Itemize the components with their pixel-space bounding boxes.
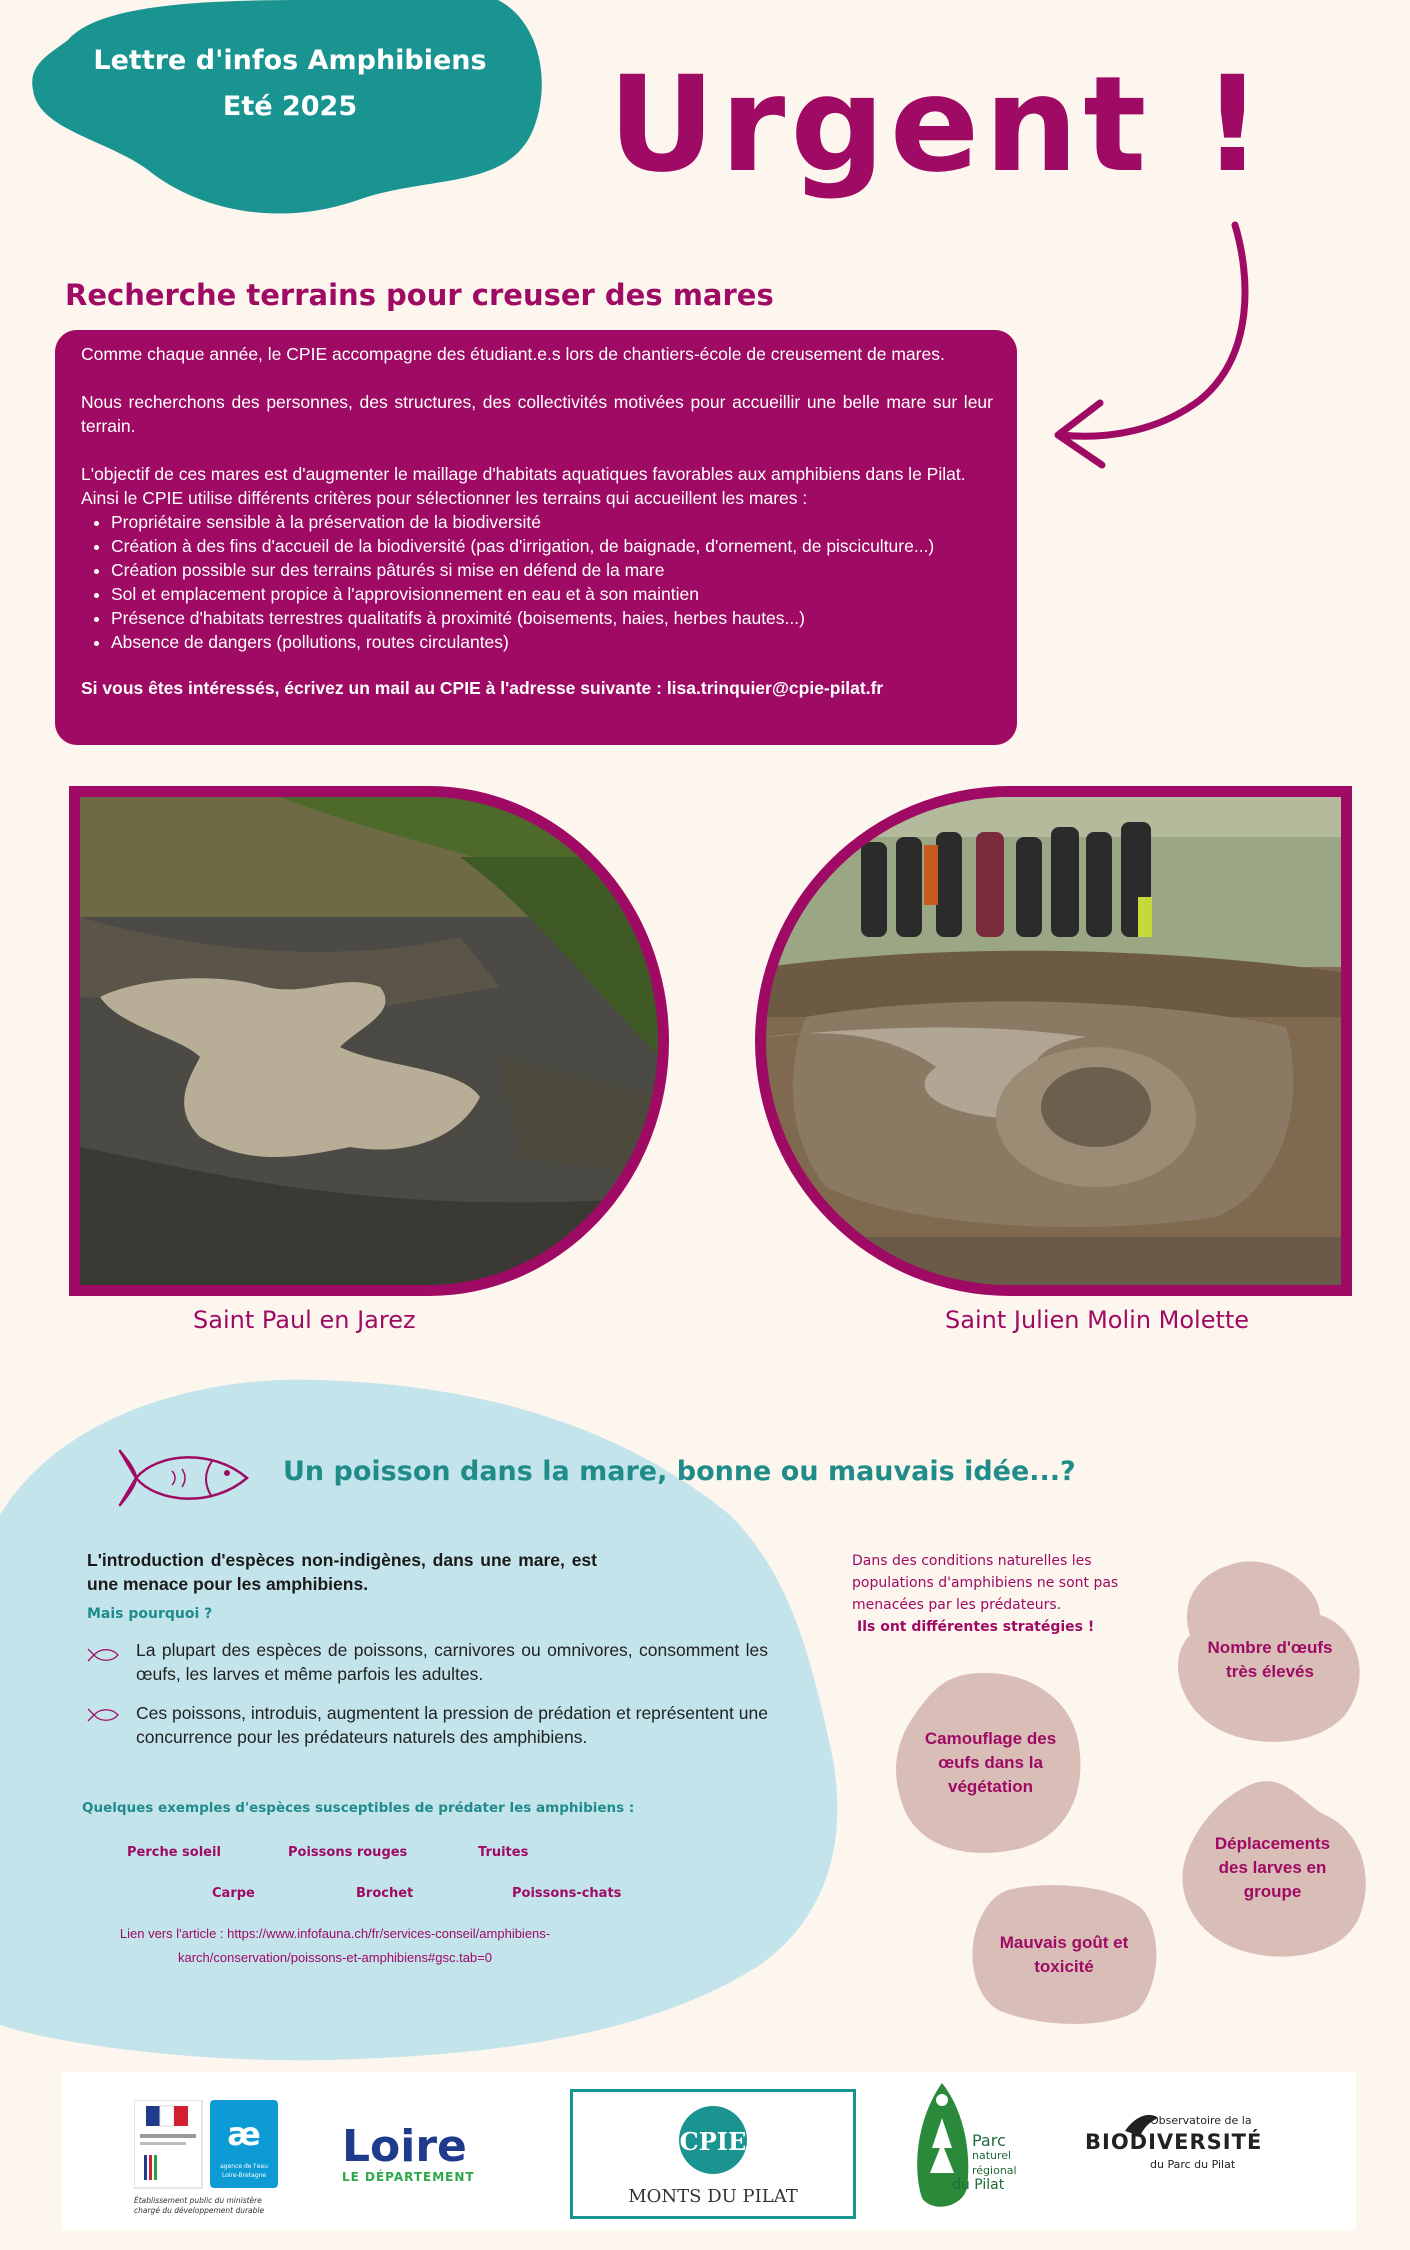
parc-line: du Pilat — [952, 2177, 1005, 2193]
strategy-blob — [968, 1885, 1160, 2025]
examples-title: Quelques exemples d'espèces susceptibles de prédater les amphibiens : — [82, 1800, 635, 1816]
natural-strong: Ils ont différentes stratégies ! — [857, 1619, 1095, 1635]
species-label: Perche soleil — [127, 1845, 221, 1860]
natural-text: Dans des conditions naturelles les populations d'amphibiens ne sont pas menacées par les prédateurs. — [852, 1553, 1119, 1613]
species-label: Brochet — [356, 1886, 414, 1901]
species-label: Truites — [478, 1845, 529, 1860]
fish-icon — [112, 1443, 252, 1513]
obs-line: BIODIVERSITÉ — [1085, 2130, 1263, 2154]
observatoire-logo — [1080, 2114, 1280, 2194]
newsletter-header — [40, 38, 540, 130]
strategy-label: Mauvais goût et toxicité — [999, 1933, 1129, 1976]
obs-line: du Parc du Pilat — [1150, 2158, 1236, 2171]
loire-name: Loire — [342, 2121, 467, 2172]
strategy-label: Déplacements des larves en groupe — [1214, 1833, 1331, 1901]
contact-line: Si vous êtes intéressés, écrivez un mail au CPIE à l'adresse suivante : lisa.trinquier@cpie-pilat.fr — [81, 678, 884, 698]
pond-photo-right — [766, 797, 1341, 1285]
photo-saint-julien-frame — [755, 786, 1352, 1296]
ae-name-text: agence de l'eau — [220, 2163, 268, 2170]
info-box — [55, 330, 1017, 745]
parc-line: régional — [972, 2164, 1017, 2177]
parc-line: naturel — [972, 2149, 1012, 2162]
urgent-title: Urgent ! — [608, 48, 1268, 202]
parc-pilat-logo — [912, 2078, 1022, 2223]
obs-line: Observatoire de la — [1150, 2114, 1252, 2127]
criteria-list — [111, 510, 993, 654]
article-link[interactable]: Lien vers l'article : https://www.infofauna.ch/fr/services-conseil/amphibiens-karch/conservation/poissons-et-amphibiens#gsc.tab=0 — [119, 1926, 551, 1965]
info-paragraph: Nous recherchons des personnes, des structures, des collectivités motivées pour accueillir une belle mare sur leur terrain. — [81, 392, 993, 436]
criteria-item: • Sol et emplacement propice à l'approvisionnement en eau et à son maintien — [111, 582, 993, 606]
newsletter-title: Lettre d'infos Amphibiens — [93, 45, 487, 76]
fish-intro: L'introduction d'espèces non-indigènes, dans une mare, est une menace pour les amphibiens. — [87, 1550, 597, 1594]
ae-caption: Établissement public du ministère chargé du développement durable — [134, 2196, 265, 2215]
svg-text:æ: æ — [227, 2115, 261, 2153]
loire-sub: LE DÉPARTEMENT — [342, 2170, 475, 2184]
info-paragraph: L'objectif de ces mares est d'augmenter le maillage d'habitats aquatiques favorables aux amphibiens dans le Pilat. — [81, 464, 966, 484]
criteria-item: • Création possible sur des terrains pâturés si mise en défend de la mare — [111, 558, 993, 582]
criteria-item: • Création à des fins d'accueil de la biodiversité (pas d'irrigation, de baignade, d'ornement, de pisciculture...) — [111, 534, 993, 558]
criteria-item: • Présence d'habitats terrestres qualitatifs à proximité (boisements, haies, herbes hautes...) — [111, 606, 993, 630]
photo-saint-paul-frame — [69, 786, 669, 1296]
mais-pourquoi: Mais pourquoi ? — [87, 1606, 213, 1622]
strategy-label: Camouflage des œufs dans la végétation — [924, 1728, 1057, 1796]
criteria-item: • Absence de dangers (pollutions, routes circulantes) — [111, 630, 993, 654]
section-title: Recherche terrains pour creuser des mares — [65, 278, 774, 312]
species-label: Poissons rouges — [288, 1845, 408, 1860]
strategy-blob — [893, 1670, 1088, 1855]
partner-logos — [62, 2072, 1356, 2230]
fish-bullet-icon — [86, 1647, 120, 1663]
criteria-item: • Propriétaire sensible à la préservation de la biodiversité — [111, 510, 993, 534]
parc-line: Parc — [972, 2131, 1006, 2150]
strategy-blob — [1175, 1775, 1370, 1960]
fish-bullet: Ces poissons, introduis, augmentent la pression de prédation et représentent une concurrence pour les prédateurs naturels des amphibiens. — [136, 1703, 768, 1747]
info-paragraph: Comme chaque année, le CPIE accompagne des étudiant.e.s lors de chantiers-école de creusement de mares. — [81, 344, 945, 364]
strategy-blob — [1170, 1555, 1370, 1745]
caption-saint-julien: Saint Julien Molin Molette — [945, 1306, 1250, 1334]
species-label: Carpe — [212, 1886, 255, 1901]
newsletter-season: Eté 2025 — [222, 91, 358, 122]
pond-photo-left — [80, 797, 658, 1285]
cpie-logo — [570, 2089, 856, 2219]
arrow-icon — [1040, 215, 1280, 480]
cpie-name: CPIE — [679, 2127, 747, 2156]
svg-text:Loire-Bretagne: Loire-Bretagne — [221, 2172, 267, 2179]
natural-conditions — [852, 1550, 1172, 1638]
species-label: Poissons-chats — [512, 1886, 622, 1901]
info-paragraph: Ainsi le CPIE utilise différents critères pour sélectionner les terrains qui accueillent les mares : — [81, 488, 808, 508]
agence-eau-logo — [134, 2100, 284, 2215]
loire-logo — [342, 2121, 502, 2194]
fish-bullet-icon — [86, 1707, 120, 1723]
fish-bullet: La plupart des espèces de poissons, carnivores ou omnivores, consomment les œufs, les larves et même parfois les adultes. — [136, 1640, 768, 1684]
fish-section-title: Un poisson dans la mare, bonne ou mauvais idée...? — [283, 1456, 1076, 1487]
cpie-sub: MONTS DU PILAT — [628, 2186, 798, 2207]
caption-saint-paul: Saint Paul en Jarez — [193, 1306, 416, 1334]
strategy-label: Nombre d'œufs très élevés — [1207, 1638, 1333, 1681]
